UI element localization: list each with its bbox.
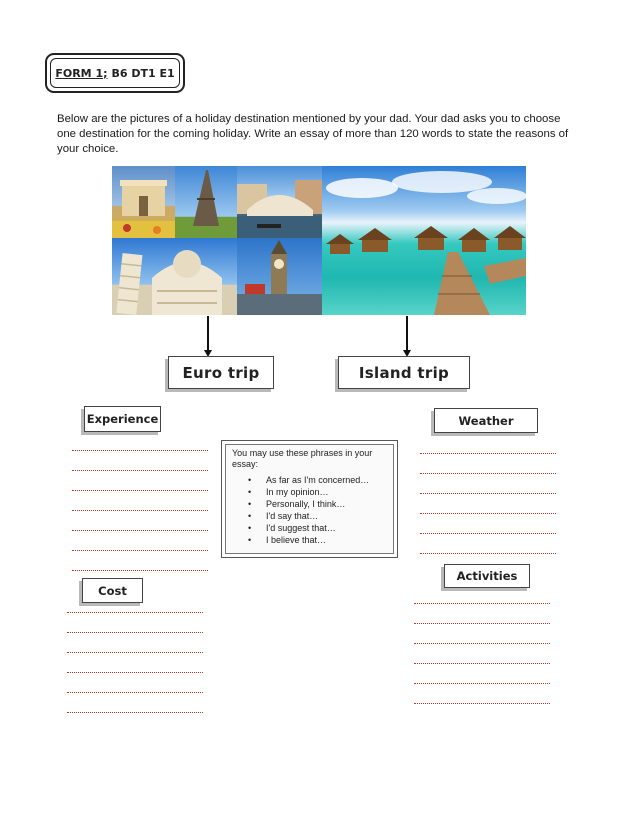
experience-writing-line[interactable]	[72, 570, 208, 571]
activities-writing-line[interactable]	[414, 663, 550, 664]
experience-writing-line[interactable]	[72, 530, 208, 531]
eiffel-tower-photo	[175, 166, 237, 238]
phrase-item: • As far as I'm concerned…	[266, 474, 387, 486]
phrases-intro: You may use these phrases in your essay:	[232, 448, 373, 469]
weather-writing-line[interactable]	[420, 493, 556, 494]
phrase-item: • Personally, I think…	[266, 498, 387, 510]
cost-writing-line[interactable]	[67, 672, 203, 673]
activities-writing-line[interactable]	[414, 603, 550, 604]
experience-prompt: Experience	[84, 406, 161, 432]
activities-prompt: Activities	[444, 564, 530, 588]
experience-writing-line[interactable]	[72, 450, 208, 451]
weather-writing-line[interactable]	[420, 553, 556, 554]
activities-writing-line[interactable]	[414, 703, 550, 704]
madrid-gate-photo	[112, 166, 175, 238]
arrow-island-line	[406, 316, 408, 352]
cost-writing-line[interactable]	[67, 692, 203, 693]
destination-collage	[112, 166, 526, 315]
form-tag	[45, 53, 185, 93]
activities-writing-line[interactable]	[414, 683, 550, 684]
phrase-item: • I'd suggest that…	[266, 522, 387, 534]
pisa-tower-photo	[112, 238, 237, 315]
experience-writing-line[interactable]	[72, 470, 208, 471]
cost-prompt: Cost	[82, 578, 143, 603]
activities-writing-line[interactable]	[414, 623, 550, 624]
weather-writing-line[interactable]	[420, 453, 556, 454]
weather-writing-line[interactable]	[420, 533, 556, 534]
cost-writing-line[interactable]	[67, 632, 203, 633]
cost-writing-line[interactable]	[67, 612, 203, 613]
phrases-list	[232, 474, 387, 546]
experience-writing-line[interactable]	[72, 510, 208, 511]
phrase-item: • I believe that…	[266, 534, 387, 546]
form-tag-inner	[50, 58, 180, 88]
phrase-item: • I'd say that…	[266, 510, 387, 522]
cost-writing-line[interactable]	[67, 652, 203, 653]
euro-trip-label: Euro trip	[168, 356, 274, 389]
weather-writing-line[interactable]	[420, 473, 556, 474]
useful-phrases-box	[221, 440, 398, 558]
form-tag-code: B6 DT1 E1	[111, 66, 175, 80]
weather-prompt: Weather	[434, 408, 538, 433]
venice-bridge-photo	[237, 166, 322, 238]
instructions-text: Below are the pictures of a holiday destination mentioned by your dad. Your dad asks you to choose one destination for the coming holiday. Write an essay of more than 120 words to state the reasons of your choice.	[57, 113, 569, 155]
experience-writing-line[interactable]	[72, 490, 208, 491]
useful-phrases-inner	[225, 444, 394, 554]
activities-writing-line[interactable]	[414, 643, 550, 644]
big-ben-photo	[237, 238, 322, 315]
arrow-euro-line	[207, 316, 209, 352]
experience-writing-line[interactable]	[72, 550, 208, 551]
cost-writing-line[interactable]	[67, 712, 203, 713]
phrase-item: • In my opinion…	[266, 486, 387, 498]
form-tag-underlined: FORM 1;	[55, 66, 108, 80]
island-resort-photo	[322, 166, 526, 315]
island-trip-label: Island trip	[338, 356, 470, 389]
weather-writing-line[interactable]	[420, 513, 556, 514]
